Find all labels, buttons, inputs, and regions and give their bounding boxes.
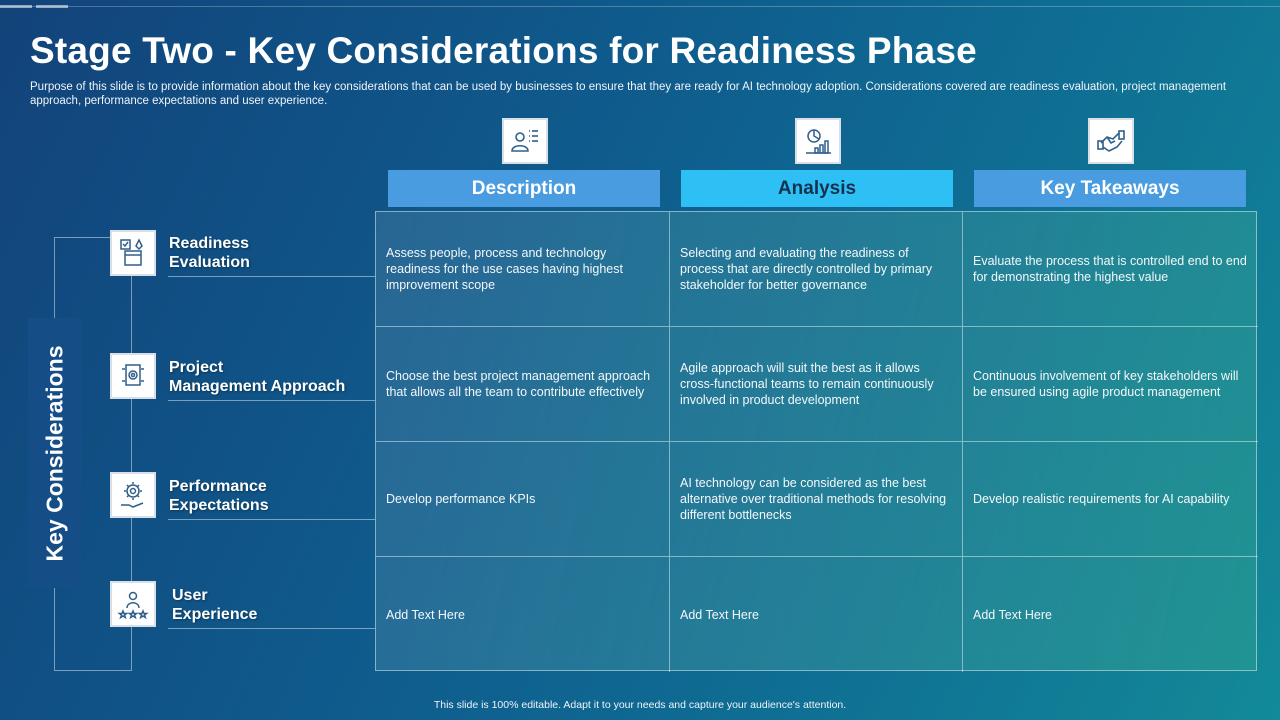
row-title-line: Project: [169, 359, 224, 376]
row-title-line: Expectations: [169, 497, 269, 514]
row-title-line: User: [172, 587, 208, 604]
page-title: Stage Two - Key Considerations for Readiness Phase: [30, 30, 977, 71]
column-header-analysis: [681, 170, 953, 207]
side-label: Key Considerations: [41, 345, 68, 561]
side-label-container: [28, 318, 82, 588]
row-connector-line: [168, 628, 375, 629]
column-header-description: [388, 170, 660, 207]
person-list-icon: [502, 118, 548, 164]
row-connector-line: [168, 400, 375, 401]
table-cell: Choose the best project management approach that allows all the team to contribute effectively: [376, 327, 670, 442]
hand-handshake-icon: [1088, 118, 1134, 164]
considerations-table: [375, 211, 1257, 671]
row-connector-line: [168, 519, 375, 520]
row-title-line: Readiness: [169, 235, 250, 252]
footer-note: This slide is 100% editable. Adapt it to your needs and capture your audience's attention.: [433, 699, 847, 711]
column-header-key-takeaways: [974, 170, 1246, 207]
top-accent-mark: [0, 5, 32, 8]
row-title-line: Experience: [172, 606, 258, 623]
table-cell: Develop realistic requirements for AI capability: [963, 442, 1258, 557]
row-title-readiness-evaluation: [169, 234, 250, 272]
user-rating-icon: [110, 581, 156, 627]
table-cell: Develop performance KPIs: [376, 442, 670, 557]
chart-analysis-icon: [795, 118, 841, 164]
row-title-project-management-approach: [169, 358, 345, 396]
column-header-label: Key Takeaways: [1040, 177, 1180, 199]
row-title-line: Performance: [169, 478, 267, 495]
row-title-line: Evaluation: [169, 254, 250, 271]
table-cell: Selecting and evaluating the readiness of process that are directly controlled by primary stakeholder for better governance: [670, 212, 963, 327]
column-header-label: Description: [471, 177, 577, 199]
table-cell: Evaluate the process that is controlled end to end for demonstrating the highest value: [963, 212, 1258, 327]
table-cell: Add Text Here: [376, 557, 670, 672]
row-title-performance-expectations: [169, 477, 269, 515]
table-cell: Continuous involvement of key stakeholders will be ensured using agile product management: [963, 327, 1258, 442]
document-gear-icon: [110, 353, 156, 399]
page-subtitle: Purpose of this slide is to provide information about the key considerations that can be used by businesses to ensure that they are ready for AI technology adoption. Considerations covered are readiness evaluation, project management approach, performance expectations and user experience.: [30, 81, 1227, 107]
row-title-user-experience: [172, 586, 257, 624]
table-cell: Assess people, process and technology readiness for the use cases having highest improvement scope: [376, 212, 670, 327]
table-cell: Agile approach will suit the best as it allows cross-functional teams to remain continuously involved in product development: [670, 327, 963, 442]
table-cell: Add Text Here: [973, 607, 1052, 622]
row-title-line: Management Approach: [169, 378, 346, 395]
top-accent-mark: [36, 5, 68, 8]
table-cell: AI technology can be considered as the best alternative over traditional methods for resolving different bottlenecks: [670, 442, 963, 557]
top-divider: [0, 6, 1280, 7]
column-header-label: Analysis: [777, 177, 857, 199]
row-connector-line: [168, 276, 375, 277]
box-checklist-icon: [110, 230, 156, 276]
table-cell: Add Text Here: [670, 557, 963, 672]
gear-hand-icon: [110, 472, 156, 518]
